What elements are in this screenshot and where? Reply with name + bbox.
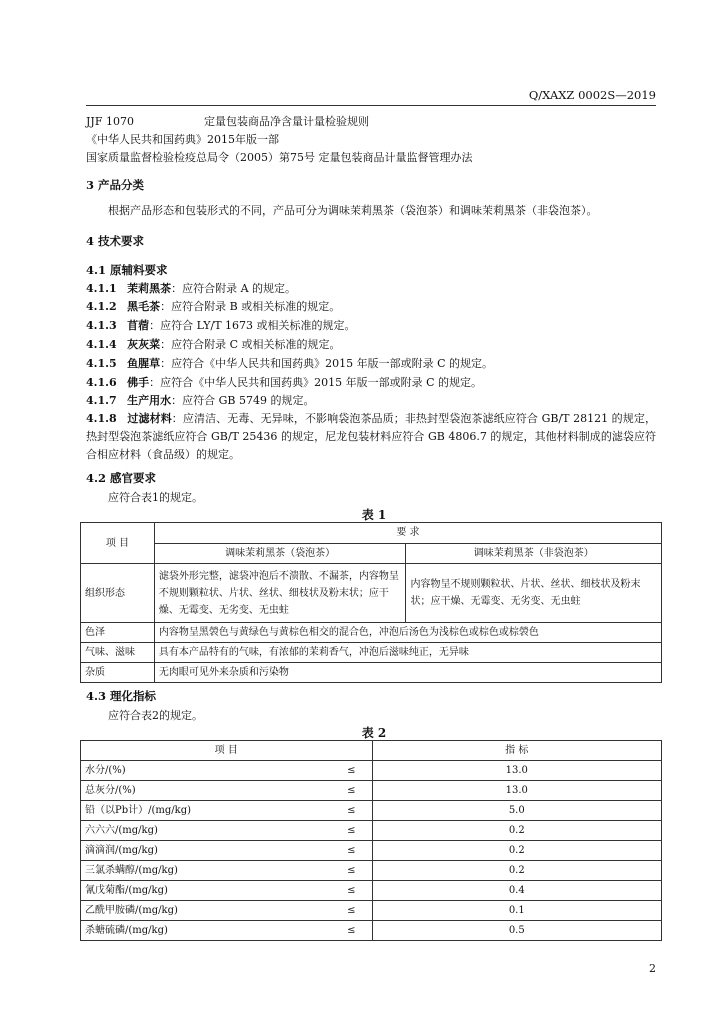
table-1-col-nonbagged: 调味茉莉黑茶（非袋泡茶） (406, 543, 662, 564)
table-row (81, 921, 662, 941)
table-row (81, 821, 662, 841)
table-1-cell: 无肉眼可见外来杂质和污染物 (154, 663, 661, 683)
table-1-row-label: 组织形态 (81, 564, 155, 623)
item-name: 总灰分/(%) (85, 785, 136, 796)
table-2-item-cell (81, 861, 373, 881)
clause-text: ：应符合附录 A 的规定。 (171, 282, 297, 295)
clause-number: 4.1.5 (86, 357, 117, 370)
table-1-cell: 具有本产品特有的气味，有浓郁的茉莉香气，冲泡后滋味纯正，无异味 (154, 643, 661, 663)
table-row (81, 881, 662, 901)
clause-4-1-8 (86, 410, 656, 464)
table-2-item-cell (81, 921, 373, 941)
item-name: 铅（以Pb计）/(mg/kg) (85, 805, 192, 816)
table-2-value-cell: 0.2 (372, 841, 661, 861)
table-2-item-cell (81, 841, 373, 861)
clause-text: ：应符合《中华人民共和国药典》2015 年版一部或附录 C 的规定。 (160, 357, 494, 370)
table-1-cell: 内容物呈不规则颗粒状、片状、丝状、细枝状及粉末状；应干燥、无霉变、无劣变、无虫蛀 (406, 564, 662, 623)
clause-text: ：应清洁、无毒、无异味，不影响袋泡茶品质；非热封型袋泡茶滤纸应符合 GB/T 28121 的规定，热封型袋泡茶滤纸应符合 GB/T 25436 的规定，尼龙包装材料应符合 GB 4806.7 的规定，其他材料制成的滤袋应符合相应材料（食品级）的规定。 (86, 412, 656, 461)
reference-line: 《中华人民共和国药典》2015年版一部 (86, 133, 279, 146)
page-number: 2 (649, 962, 656, 975)
section-3-heading: 3 产品分类 (86, 178, 145, 192)
clause-4-1-6 (86, 374, 482, 390)
operator-symbol: ≤ (347, 925, 356, 936)
document-number: Q/XAXZ 0002S—2019 (528, 88, 656, 102)
clause-4-1-4 (86, 336, 341, 352)
table-2-item-cell (81, 821, 373, 841)
operator-symbol: ≤ (347, 845, 356, 856)
table-2-value-cell: 0.2 (372, 861, 661, 881)
table-2-value-cell: 0.5 (372, 921, 661, 941)
table-1 (80, 522, 662, 683)
clause-text: ：应符合附录 B 或相关标准的规定。 (160, 300, 341, 313)
table-2-item-cell (81, 801, 373, 821)
table-2 (80, 740, 662, 941)
table-2-item-cell (81, 901, 373, 921)
table-2-item-cell (81, 881, 373, 901)
clause-text: ：应符合 LY/T 1673 或相关标准的规定。 (149, 319, 356, 332)
clause-text: ：应符合附录 C 或相关标准的规定。 (160, 338, 341, 351)
clause-name: 佛手 (127, 376, 150, 389)
table-row (81, 841, 662, 861)
item-name: 三氯杀螨醇/(mg/kg) (85, 865, 178, 876)
clause-name: 过滤材料 (127, 412, 172, 425)
clause-number: 4.1.3 (86, 319, 117, 332)
reference-title: 定量包装商品净含量计量检验规则 (204, 115, 369, 128)
table-2-value-cell: 0.1 (372, 901, 661, 921)
section-4-3-heading: 4.3 理化指标 (86, 689, 157, 703)
table-row (81, 781, 662, 801)
section-4-heading: 4 技术要求 (86, 234, 145, 248)
clause-number: 4.1.8 (86, 412, 117, 425)
operator-symbol: ≤ (347, 865, 356, 876)
table-2-title: 表 2 (361, 726, 387, 740)
table-2-head-item: 项 目 (81, 741, 373, 761)
table-2-value-cell: 0.2 (372, 821, 661, 841)
clause-4-1-7 (86, 392, 314, 408)
item-name: 水分/(%) (85, 765, 126, 776)
clause-text: ：应符合 GB 5749 的规定。 (171, 394, 315, 407)
item-name: 六六六/(mg/kg) (85, 825, 158, 836)
clause-number: 4.1.2 (86, 300, 117, 313)
item-name: 氰戊菊酯/(mg/kg) (85, 885, 168, 896)
clause-text: ：应符合《中华人民共和国药典》2015 年版一部或附录 C 的规定。 (149, 376, 483, 389)
table-2-head-index: 指 标 (372, 741, 661, 761)
clause-number: 4.1.6 (86, 376, 117, 389)
table-2-value-cell: 0.4 (372, 881, 661, 901)
clause-name: 茉莉黑茶 (127, 282, 172, 295)
clause-name: 生产用水 (127, 394, 172, 407)
item-name: 乙酰甲胺磷/(mg/kg) (85, 905, 178, 916)
table-1-title: 表 1 (361, 508, 387, 522)
table-2-value-cell: 13.0 (372, 761, 661, 781)
table-1-head-requirement: 要 求 (154, 523, 661, 544)
clause-number: 4.1.7 (86, 394, 117, 407)
section-3-text: 根据产品形态和包装形式的不同，产品可分为调味茉莉黑茶（袋泡茶）和调味茉莉黑茶（非袋泡茶）。 (108, 204, 598, 217)
table-1-row-label: 色泽 (81, 623, 155, 643)
clause-4-1-5 (86, 355, 493, 371)
section-4-3-text: 应符合表2的规定。 (108, 709, 203, 722)
item-name: 杀螗硫磷/(mg/kg) (85, 925, 168, 936)
reference-code: JJF 1070 (86, 115, 134, 128)
clause-name: 苜蓿 (127, 319, 150, 332)
item-name: 滴滴润/(mg/kg) (85, 845, 158, 856)
clause-4-1-1 (86, 280, 296, 296)
clause-name: 黑毛茶 (127, 300, 161, 313)
table-2-value-cell: 5.0 (372, 801, 661, 821)
clause-name: 灰灰菜 (127, 338, 161, 351)
clause-number: 4.1.4 (86, 338, 117, 351)
operator-symbol: ≤ (347, 805, 356, 816)
table-row (81, 901, 662, 921)
operator-symbol: ≤ (347, 785, 356, 796)
table-1-col-bagged: 调味茉莉黑茶（袋泡茶） (154, 543, 406, 564)
operator-symbol: ≤ (347, 765, 356, 776)
clause-name: 鱼腥草 (127, 357, 161, 370)
operator-symbol: ≤ (347, 885, 356, 896)
table-2-item-cell (81, 781, 373, 801)
table-1-cell: 内容物呈黑褮色与黄绿色与黄棕色相交的混合色，冲泡后汤色为浅棕色或棕色或棕褮色 (154, 623, 661, 643)
table-1-row-label: 杂质 (81, 663, 155, 683)
table-1-cell: 滤袋外形完整，滤袋冲泡后不溃散、不漏茶，内容物呈不规则颗粒状、片状、丝状、细枝状及粉末状；应干燥、无霉变、无劣变、无虫蛀 (154, 564, 406, 623)
reference-line (86, 113, 369, 129)
header-rule (86, 105, 656, 106)
clause-number: 4.1.1 (86, 282, 117, 295)
section-4-2-text: 应符合表1的规定。 (108, 491, 203, 504)
section-4-1-heading: 4.1 原辅料要求 (86, 263, 168, 277)
table-row (81, 761, 662, 781)
clause-4-1-2 (86, 298, 340, 314)
table-2-item-cell (81, 761, 373, 781)
reference-line: 国家质量监督检验检疫总局令（2005）第75号 定量包装商品计量监督管理办法 (86, 151, 473, 164)
operator-symbol: ≤ (347, 825, 356, 836)
table-1-row-label: 气味、滋味 (81, 643, 155, 663)
table-row (81, 801, 662, 821)
operator-symbol: ≤ (347, 905, 356, 916)
table-1-head-item: 项 目 (81, 523, 155, 564)
table-2-value-cell: 13.0 (372, 781, 661, 801)
clause-4-1-3 (86, 317, 356, 333)
section-4-2-heading: 4.2 感官要求 (86, 471, 157, 485)
table-row (81, 861, 662, 881)
